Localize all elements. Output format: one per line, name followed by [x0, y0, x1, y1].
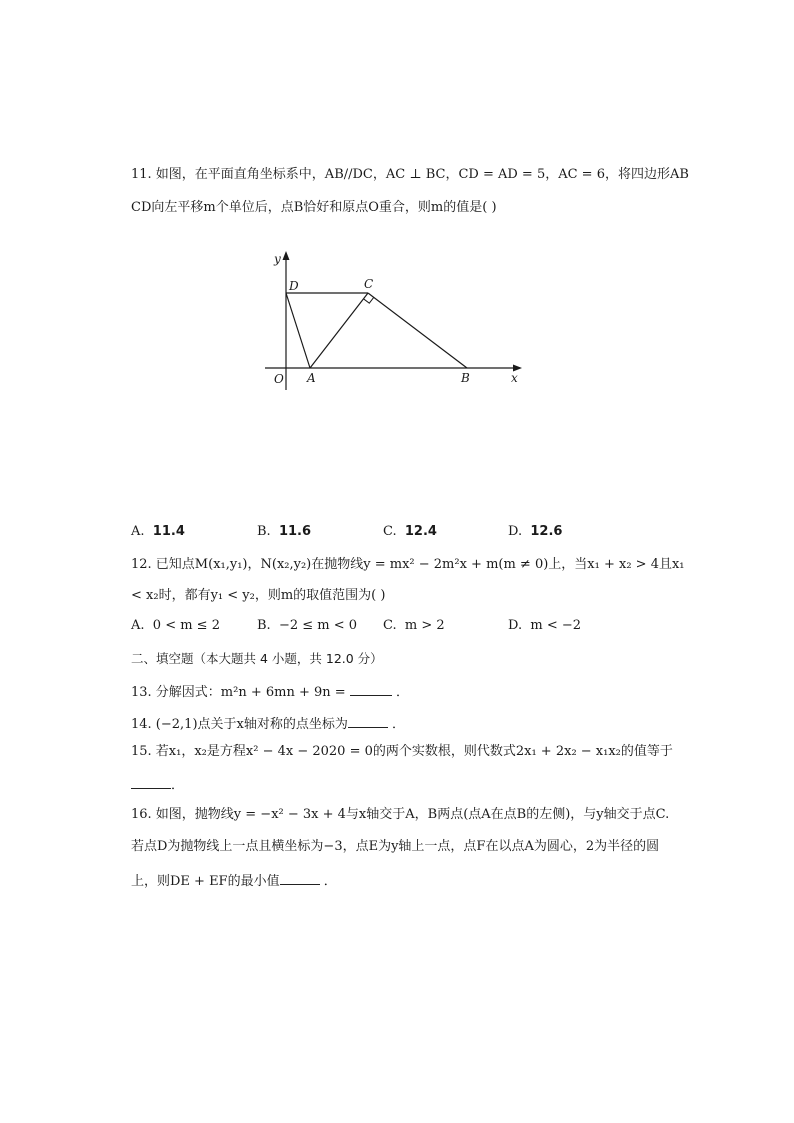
label-D: D: [289, 279, 299, 293]
q16-line1: 16. 如图，抛物线y = −x² − 3x + 4与x轴交于A，B两点(点A在点B的左侧)，与y轴交于点C.: [131, 807, 670, 822]
q11-choice-c[interactable]: C. 12.4: [383, 524, 437, 539]
q11-figure: [255, 248, 535, 398]
q12-choice-b[interactable]: B. −2 ≤ m < 0: [257, 618, 358, 633]
segment-DA: [286, 293, 310, 368]
label-x: x: [511, 371, 518, 385]
q16-answer-blank[interactable]: [280, 870, 320, 885]
section2-title: 二、填空题（本大题共 4 小题，共 12.0 分）: [131, 651, 383, 666]
q14-answer-blank[interactable]: [348, 713, 388, 728]
q14-end: ．: [392, 717, 406, 732]
q14-text: 14. (−2,1)点关于x轴对称的点坐标为: [131, 717, 348, 732]
q16-line2: 若点D为抛物线上一点且横坐标为−3，点E为y轴上一点，点F在以点A为圆心，2为半径的圆: [131, 839, 660, 854]
q12-choice-d[interactable]: D. m < −2: [508, 618, 582, 633]
q16-end: ．: [323, 874, 337, 889]
right-angle-mark: [364, 297, 374, 303]
label-C: C: [364, 277, 374, 291]
segment-CB: [368, 293, 467, 368]
q11-choice-d[interactable]: D. 12.6: [508, 524, 563, 539]
q12-line2: < x₂时，都有y₁ < y₂，则m的取值范围为( ): [131, 588, 386, 603]
q12-line1: 12. 已知点M(x₁,y₁)，N(x₂,y₂)在抛物线y = mx² − 2m²x + m(m ≠ 0)上，当x₁ + x₂ > 4且x₁: [131, 557, 685, 572]
y-axis-arrow: [283, 251, 290, 260]
q15-end: ．: [171, 778, 185, 793]
q15-line1: 15. 若x₁，x₂是方程x² − 4x − 2020 = 0的两个实数根，则代数式2x₁ + 2x₂ − x₁x₂的值等于: [131, 744, 673, 759]
segment-AC: [310, 293, 368, 368]
q13-text: 13. 分解因式：m²n + 6mn + 9n =: [131, 685, 350, 700]
q12-choices: [131, 618, 691, 636]
q11-choice-a[interactable]: A. 11.4: [131, 524, 185, 539]
q15-answer-blank[interactable]: [131, 774, 171, 789]
q16-text: 上，则DE + EF的最小值: [131, 874, 280, 889]
q14: [131, 713, 405, 734]
label-A: A: [307, 371, 316, 385]
q15-line2: [131, 774, 184, 795]
q13: [131, 681, 409, 702]
q11-choice-b[interactable]: B. 11.6: [257, 524, 312, 539]
q13-end: ．: [395, 685, 409, 700]
q13-answer-blank[interactable]: [350, 681, 392, 696]
q11-line2: CD向左平移m个单位后，点B恰好和原点O重合，则m的值是( ): [131, 200, 497, 215]
label-B: B: [461, 371, 470, 385]
q12-choice-a[interactable]: A. 0 < m ≤ 2: [131, 618, 220, 633]
q11-line1: 11. 如图，在平面直角坐标系中，AB//DC，AC ⊥ BC，CD = AD = 5，AC = 6，将四边形AB: [131, 167, 689, 182]
q16-line3: [131, 870, 337, 891]
q12-choice-c[interactable]: C. m > 2: [383, 618, 445, 633]
label-O: O: [274, 372, 284, 386]
q11-choices: [131, 524, 691, 542]
label-y: y: [274, 252, 281, 266]
